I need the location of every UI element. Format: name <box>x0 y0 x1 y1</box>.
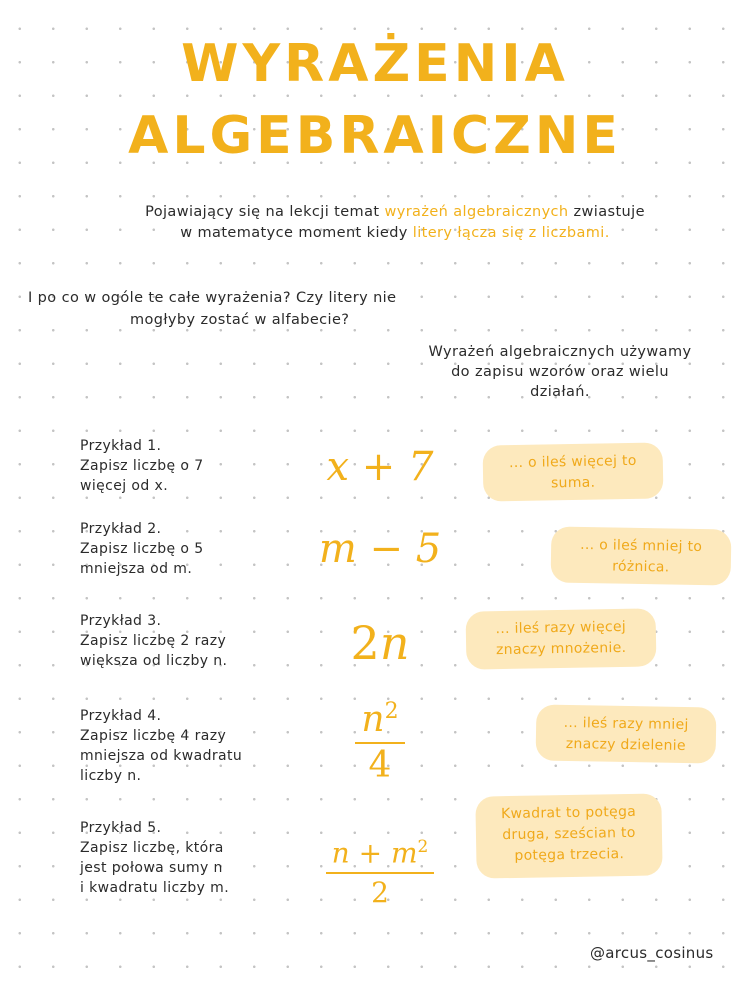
fraction-denominator: 4 <box>368 745 392 786</box>
note-line: znaczy mnożenie. <box>495 639 627 659</box>
example-label: Przykład 4. <box>80 708 162 724</box>
numerator-variable: n <box>361 699 385 740</box>
note-line: druga, sześcian to <box>502 824 636 844</box>
example-5-note <box>475 793 662 878</box>
numerator-variable-m: m <box>390 836 418 870</box>
answer-line-2: do zapisu wzorów oraz wielu <box>451 364 669 380</box>
example-label: Przykład 2. <box>80 521 162 537</box>
intro-highlight-expressions: wyrażeń algebraicznych <box>384 204 569 220</box>
example-label: Przykład 5. <box>80 820 162 836</box>
title-line-1: WYRAŻENIA <box>181 34 569 94</box>
fraction-denominator: 2 <box>371 876 389 910</box>
numerator-exponent: 2 <box>384 699 399 724</box>
example-line: Zapisz liczbę, która <box>80 840 224 856</box>
example-line: Zapisz liczbę o 5 <box>80 541 204 557</box>
answer-text <box>395 342 725 402</box>
example-5-text <box>80 818 300 898</box>
note-line: znaczy dzielenie <box>565 735 686 755</box>
note-line: ... o ileś mniej to <box>580 536 703 556</box>
note-line: ... ileś razy więcej <box>495 618 627 638</box>
example-line: mniejsza od kwadratu <box>80 748 243 764</box>
numerator-exponent: 2 <box>417 837 429 857</box>
note-line: potęga trzecia. <box>514 846 625 864</box>
question-text <box>28 287 508 331</box>
example-line: liczby n. <box>80 768 142 784</box>
example-line: Zapisz liczbę 2 razy <box>80 633 227 649</box>
intro-text: Pojawiający się na lekcji temat <box>145 204 385 220</box>
question-line-2: mogłyby zostać w alfabecie? <box>130 312 350 328</box>
question-line-1: I po co w ogóle te całe wyrażenia? Czy litery nie <box>28 290 397 306</box>
example-2-text <box>80 519 300 579</box>
intro-text: zwiastuje <box>568 204 645 220</box>
example-1-text <box>80 436 300 496</box>
example-5-expression <box>310 828 450 912</box>
intro-highlight-letters: litery łącza się z liczbami. <box>412 225 610 241</box>
example-3-note <box>466 608 657 669</box>
fraction <box>326 828 435 912</box>
example-1-expression: x + 7 <box>326 444 434 490</box>
note-line: Kwadrat to potęga <box>500 803 637 823</box>
answer-line-3: działań. <box>530 384 590 400</box>
example-2-expression: m − 5 <box>318 526 442 572</box>
example-label: Przykład 3. <box>80 613 162 629</box>
example-line: Zapisz liczbę 4 razy <box>80 728 227 744</box>
fraction-numerator <box>355 690 404 744</box>
expr-variable: n <box>379 616 410 670</box>
expr-coefficient: 2 <box>350 616 380 670</box>
author-handle: @arcus_cosinus <box>590 944 714 962</box>
example-line: większa od liczby n. <box>80 653 228 669</box>
note-line: suma. <box>550 474 596 492</box>
note-line: różnica. <box>612 558 670 576</box>
note-line: ... ileś razy mniej <box>563 714 689 734</box>
example-1-note <box>483 442 664 501</box>
numerator-variable-n: n <box>331 836 350 870</box>
title-line-2: ALGEBRAICZNE <box>128 106 622 166</box>
intro-text: w matematyce moment kiedy <box>180 225 413 241</box>
example-4-text <box>80 706 300 786</box>
answer-line-1: Wyrażeń algebraicznych używamy <box>428 344 692 360</box>
example-4-note <box>536 704 717 763</box>
example-line: więcej od x. <box>80 478 169 494</box>
example-4-expression <box>330 690 430 788</box>
example-line: jest połowa sumy n <box>80 860 223 876</box>
note-line: ... o ileś więcej to <box>508 452 637 472</box>
example-line: mniejsza od m. <box>80 561 193 577</box>
example-3-expression <box>300 616 460 670</box>
example-label: Przykład 1. <box>80 438 162 454</box>
example-3-text <box>80 611 300 671</box>
example-2-note <box>551 526 732 585</box>
numerator-plus: + <box>349 836 391 870</box>
fraction-numerator <box>326 828 435 874</box>
example-line: Zapisz liczbę o 7 <box>80 458 204 474</box>
intro-paragraph <box>60 202 730 244</box>
example-line: i kwadratu liczby m. <box>80 880 230 896</box>
fraction <box>355 690 404 788</box>
